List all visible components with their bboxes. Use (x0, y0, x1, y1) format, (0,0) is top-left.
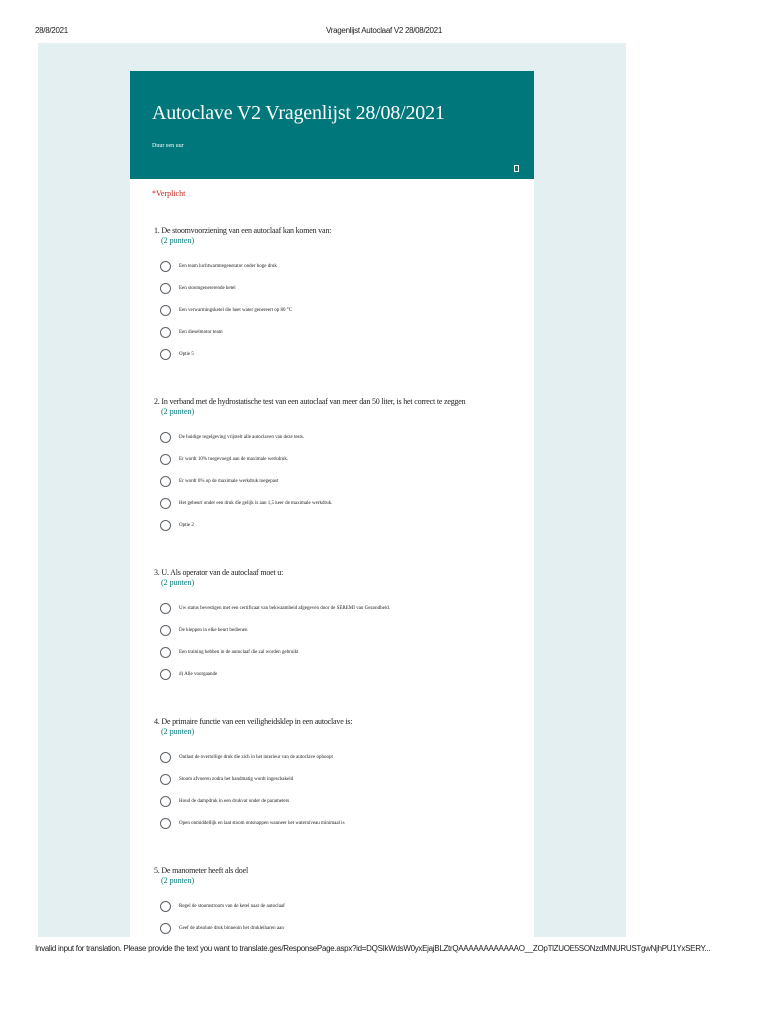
radio-button[interactable] (160, 349, 171, 360)
question-title: 5. De manometer heeft als doel (154, 866, 248, 875)
option-label: Open onmiddellijk en laat stoom ontsnappen wanneer het waterniveau minimaal is (179, 820, 345, 826)
radio-option[interactable] (160, 470, 534, 492)
option-label: Er wordt 10% toegevoegd aan de maximale werkdruk. (179, 456, 289, 462)
radio-option[interactable] (160, 343, 534, 365)
option-list (154, 255, 534, 365)
radio-button[interactable] (160, 752, 171, 763)
print-header (0, 26, 768, 38)
radio-option[interactable] (160, 492, 534, 514)
form-card (130, 71, 534, 937)
option-label: d) Alle voorgaande (179, 671, 218, 677)
option-label: Een team luchtwarmtegenerator onder hoge druk (179, 263, 277, 269)
radio-button[interactable] (160, 432, 171, 443)
question-points: (2 punten) (161, 876, 195, 885)
radio-option[interactable] (160, 448, 534, 470)
option-list (154, 895, 534, 937)
option-label: Een dieselmotor team (179, 329, 223, 335)
option-label: Houd de dampdruk in een drukvat onder de parameters (179, 798, 290, 804)
option-list (154, 426, 534, 536)
radio-button[interactable] (160, 327, 171, 338)
radio-option[interactable] (160, 426, 534, 448)
radio-button[interactable] (160, 901, 171, 912)
option-label: Optie 2 (179, 522, 194, 528)
radio-option[interactable] (160, 812, 534, 834)
radio-button[interactable] (160, 625, 171, 636)
radio-button[interactable] (160, 818, 171, 829)
radio-button[interactable] (160, 476, 171, 487)
document-icon (514, 165, 519, 172)
required-note: *Verplicht (152, 189, 186, 198)
radio-option[interactable] (160, 768, 534, 790)
question-2 (154, 397, 534, 536)
question-points: (2 punten) (161, 578, 195, 587)
question-points: (2 punten) (161, 727, 195, 736)
question-title: 4. De primaire functie van een veiligheidsklep in een autoclave is: (154, 717, 353, 726)
radio-button[interactable] (160, 796, 171, 807)
option-label: Stoom afvoeren zodra het handmatig wordt ingeschakeld (179, 776, 294, 782)
option-label: Ontlast de overtollige druk die zich in het interieur van de autoclave ophoopt (179, 754, 333, 760)
radio-option[interactable] (160, 321, 534, 343)
option-label: Het gebeurt onder een druk die gelijk is aan 1,5 keer de maximale werkdruk. (179, 500, 333, 506)
radio-option[interactable] (160, 514, 534, 536)
radio-button[interactable] (160, 261, 171, 272)
radio-button[interactable] (160, 669, 171, 680)
radio-button[interactable] (160, 283, 171, 294)
option-label: Regel de stoomstroom van de ketel naar de autoclaaf (179, 903, 285, 909)
option-list (154, 597, 534, 685)
radio-button[interactable] (160, 520, 171, 531)
print-document-title: Vragenlijst Autoclaaf V2 28/08/2021 (326, 26, 442, 35)
radio-option[interactable] (160, 895, 534, 917)
question-4 (154, 717, 534, 834)
radio-option[interactable] (160, 597, 534, 619)
form-subtitle: Duur een uur (152, 143, 184, 149)
question-title: 3. U. Als operator van de autoclaaf moet u: (154, 568, 284, 577)
option-label: Geef de absolute druk binnenin het drukleiharen aan (179, 925, 284, 931)
radio-button[interactable] (160, 305, 171, 316)
form-title: Autoclave V2 Vragenlijst 28/08/2021 (152, 102, 445, 124)
option-label: Uw status bevestigen met een certificaat van bekwaamheid afgegeven door de SEREMI van Gezondheid. (179, 605, 391, 611)
radio-button[interactable] (160, 498, 171, 509)
option-label: Een verwarmingsketel die heet water genereert op 80 °C (179, 307, 293, 313)
print-footer-url: Invalid input for translation. Please provide the text you want to translate.ges/ResponsePage.aspx?id=DQSIkWdsW0yxEjajBLZtrQAAAAAAAAAAAAO__ZOpTlZUOE5SONzdMNURUSTgwNjhPU1YxSERY... (35, 944, 711, 953)
question-title: 2. In verband met de hydrostatische test van een autoclaaf van meer dan 50 liter, is het correct te zeggen (154, 397, 466, 406)
radio-button[interactable] (160, 774, 171, 785)
option-list (154, 746, 534, 834)
radio-option[interactable] (160, 619, 534, 641)
option-label: Er wordt 6% op de maximale werkdruk toegepast (179, 478, 279, 484)
option-label: De kleppen in elke beurt bedienen (179, 627, 248, 633)
question-points: (2 punten) (161, 236, 195, 245)
question-points: (2 punten) (161, 407, 195, 416)
option-label: De huidige regelgeving vrijstelt alle autoclaven van deze tests. (179, 434, 305, 440)
radio-button[interactable] (160, 647, 171, 658)
radio-option[interactable] (160, 641, 534, 663)
option-label: Een training hebben in de autoclaaf die zal worden gebruikt (179, 649, 299, 655)
radio-option[interactable] (160, 790, 534, 812)
radio-button[interactable] (160, 454, 171, 465)
question-5 (154, 866, 534, 937)
radio-button[interactable] (160, 923, 171, 934)
print-date: 28/8/2021 (35, 26, 68, 35)
radio-option[interactable] (160, 746, 534, 768)
radio-option[interactable] (160, 917, 534, 937)
radio-option[interactable] (160, 255, 534, 277)
question-1 (154, 226, 534, 365)
radio-option[interactable] (160, 277, 534, 299)
radio-option[interactable] (160, 663, 534, 685)
question-3 (154, 568, 534, 685)
form-banner (130, 71, 534, 179)
question-title: 1. De stoomvoorziening van een autoclaaf kan komen van: (154, 226, 332, 235)
radio-option[interactable] (160, 299, 534, 321)
option-label: Een stoomgenererende ketel (179, 285, 236, 291)
option-label: Optie 5 (179, 351, 194, 357)
radio-button[interactable] (160, 603, 171, 614)
